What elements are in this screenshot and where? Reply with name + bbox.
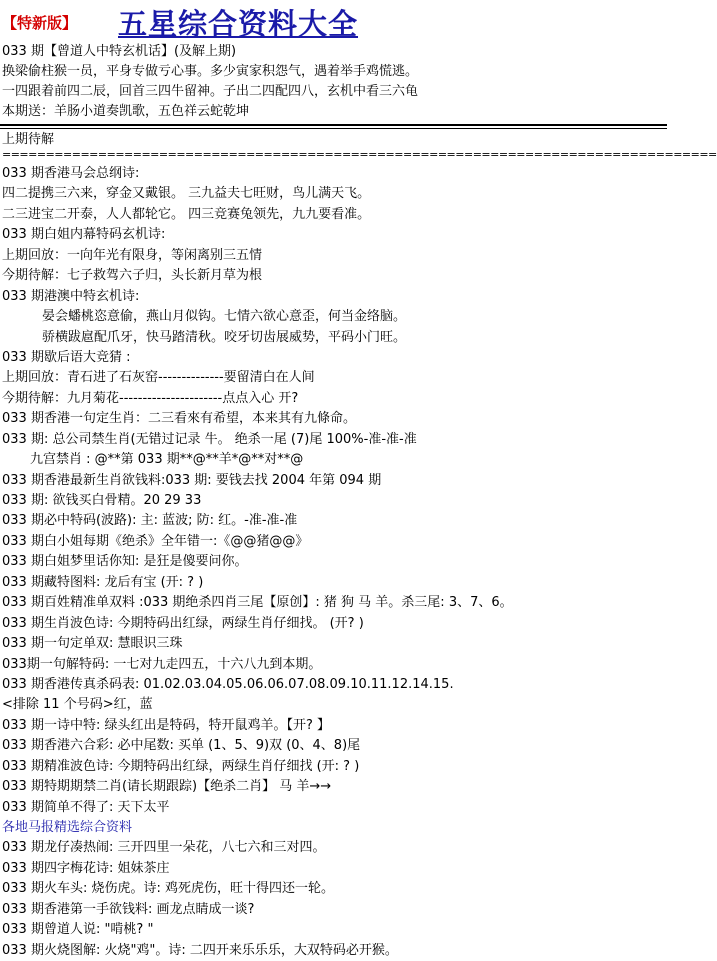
intro-block: [2, 42, 662, 122]
content-line: 上期回放：一向年光有限身，等闲离别三五情: [2, 247, 263, 263]
content-line: 二三进宝二开泰，人人都轮它。 四三竞赛兔领先，九九要看准。: [2, 206, 371, 222]
content-line: 今期待解：七子救驾六子归，头长新月草为根: [2, 268, 263, 284]
content-line: 晏会蟠桃恣意偷，燕山月似钩。七情六欲心意歪，何当金络脑。: [42, 309, 407, 325]
divider-thin: [0, 128, 667, 129]
content-line: 033 期火烧图解: 火烧"鸡"。诗: 二四开来乐乐乐，大双特码必开猴。: [2, 942, 398, 958]
content-line: 033 期: 总公司禁生肖(无错过记录 牛。 绝杀一尾 (7)尾 100%-准-准-准: [2, 431, 417, 447]
content-line: 033 期四字梅花诗: 姐妹茶庄: [2, 860, 170, 876]
intro-line: 换梁偷柱猴一员，平身专做亏心事。多少寅家积怨气，遇着举手鸡慌逃。: [2, 64, 419, 79]
content-line: 033 期精准波色诗: 今期特码出红绿，两绿生肖仔细找 (开: ? ): [2, 758, 360, 774]
content-line: 033 期龙仔凑热闹: 三开四里一朵花，八七六和三对四。: [2, 840, 326, 856]
content-line: 033 期香港马会总纲诗:: [2, 166, 140, 181]
content-line: 033 期歇后语大竞猜 :: [2, 349, 131, 365]
divider-thick: [0, 124, 667, 126]
content-line: 033 期香港第一手欲钱料: 画龙点睛成一谈?: [2, 901, 255, 917]
content-line: 今期待解：九月菊花----------------------点点入心 开?: [2, 390, 299, 406]
content-line: 033 期简单不得了: 天下太平: [2, 799, 170, 815]
content-line: 四二提携三六来，穿金又戴银。 三九益夫七旺财，鸟儿满天飞。: [2, 186, 371, 202]
content-line: 033期一句解特码: 一七对九走四五，十六八九到本期。: [2, 656, 322, 672]
content-line: 033 期必中特码(波路): 主: 蓝波; 防: 红。-准-准-准: [2, 513, 298, 529]
content-line: 骄横跋扈配爪牙，快马踏清秋。咬牙切齿展威势，平码小门旺。: [42, 329, 407, 345]
content-line: 033 期香港六合彩: 必中尾数: 买单 (1、5、9)双 (0、4、8)尾: [2, 738, 361, 754]
content-line: 033 期白小姐每期《绝杀》全年错一:《@@猪@@》: [2, 533, 309, 549]
content-line: 033 期特期期禁二肖(请长期跟踪)【绝杀二肖】 马 羊→→: [2, 779, 332, 795]
intro-line: 033 期【曾道人中特玄机话】(及解上期): [2, 44, 237, 59]
content-line: 033 期曾道人说: "啃桃? ": [2, 922, 154, 938]
previous-label: 上期待解: [2, 132, 55, 147]
intro-line: 本期送：羊肠小道奏凯歌，五色祥云蛇乾坤: [2, 104, 250, 119]
content-line: 033 期香港最新生肖欲钱料:033 期: 要钱去找 2004 年第 094 期: [2, 472, 382, 488]
content-line: 033 期一诗中特: 绿头红出是特码，特开鼠鸡羊。【开? 】: [2, 717, 330, 733]
page-title[interactable]: 五星综合资料大全: [118, 7, 359, 41]
content-line: 033 期生肖波色诗: 今期特码出红绿，两绿生肖仔细找。 (开? ): [2, 615, 364, 631]
content-line: 033 期火车头: 烧伤虎。诗: 鸡死虎伤，旺十得四还一轮。: [2, 881, 334, 897]
content-line: 033 期港澳中特玄机诗:: [2, 288, 140, 304]
content-line: <排除 11 个号码>红，蓝: [2, 697, 153, 713]
equals-divider: ==================================================================================: [2, 148, 717, 161]
content-line: 033 期香港传真杀码表: 01.02.03.04.05.06.06.07.08.09.10.11.12.14.15.: [2, 676, 454, 692]
content-line: 033 期百姓精准单双料 :033 期绝杀四肖三尾【原创】: 猪 狗 马 羊。杀三尾: 3、7、6。: [2, 595, 513, 611]
content-line: 033 期白姐梦里话你知: 是狂是傻要问你。: [2, 554, 248, 570]
content-line: 033 期: 欲钱买白骨精。20 29 33: [2, 493, 202, 508]
section-heading: 各地马报精选综合资料: [2, 820, 133, 835]
content-line: 九宫禁肖 : @**第 033 期**@**羊*@**对**@: [30, 452, 304, 468]
content-line: 033 期香港一句定生肖：二三看來有希望，本来其有九條命。: [2, 411, 356, 427]
header: [0, 0, 667, 40]
content-line: 033 期白姐内幕特码玄机诗:: [2, 227, 166, 243]
intro-line: 一四跟着前四二辰，回首三四牛留神。子出二四配四八，玄机中看三六龟: [2, 84, 419, 99]
content-line: 上期回放：青石进了石灰窑--------------要留清白在人间: [2, 370, 315, 386]
edition-badge: 【特新版】: [2, 14, 78, 32]
content-line: 033 期藏特图料: 龙后有宝 (开: ? ): [2, 574, 204, 590]
content-line: 033 期一句定单双: 慧眼识三珠: [2, 636, 183, 652]
content-list: [2, 164, 666, 961]
